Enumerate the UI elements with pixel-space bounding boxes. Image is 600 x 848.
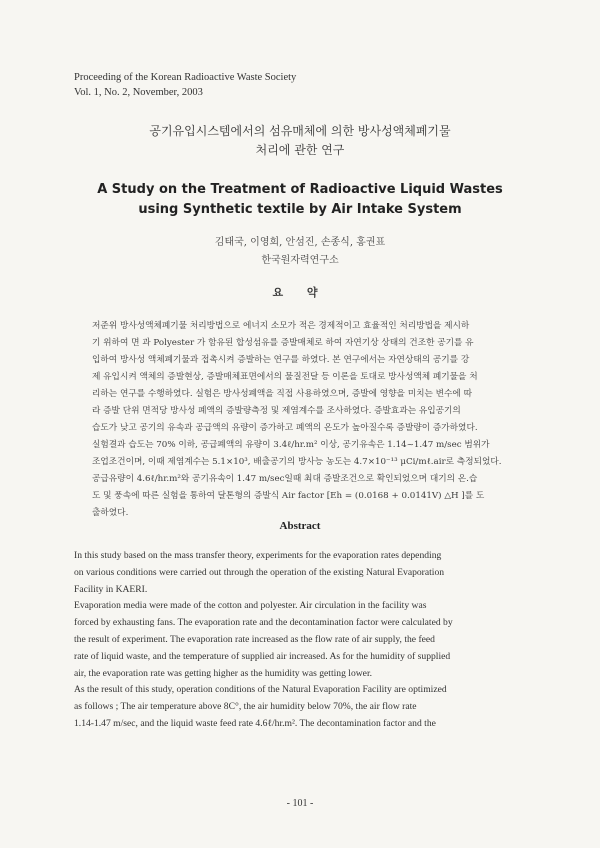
- author-block: [0, 234, 600, 270]
- korean-title-line1: 공기유입시스템에서의 섬유매체에 의한 방사성액체폐기물: [149, 124, 451, 138]
- journal-volume: Vol. 1, No. 2, November, 2003: [74, 87, 203, 98]
- korean-abstract-text: 저준위 방사성액체폐기물 처리방법으로 에너지 소모가 적은 경제적이고 효율적인 처리방법을 제시하 기 위하여 면 과 Polyester 가 함유된 합성섬유를 증발매체로 하여 자연기상 상태의 건조한 공기를 유 입하여 방사성 액체폐기물과 접촉시켜 증발하는 연구를 하였다. 본 연구에서는 자연상태의 공기를 강 제 유입시켜 액체의 증발현상, 증발매체표면에서의 물질전달 등 이론을 토대로 방사성액체 폐기물을 처 리하는 연구를 수행하였다. 실험은 방사성폐액을 직접 사용하였으며, 증발에 영향을 미치는 변수에 따 라 증발 단위 면적당 방사성 폐액의 증발량측정 및 제염계수를 조사하였다. 증발효과는 유입공기의 습도가 낮고 공기의 유속과 공급액의 유량이 증가하고 폐액의 온도가 높아질수록 증발량이 증가하였다. 실험결과 습도는 70% 이하, 공급폐액의 유량이 3.4ℓ/hr.m² 이상, 공기유속은 1.14~1.47 m/sec 범위가 조업조건이며, 이때 제염계수는 5.1×10³, 배출공기의 방사능 농도는 4.7×10⁻¹³ μCi/mℓ.air로 측정되었다. 공급유량이 4.6ℓ/hr.m²와 공기유속이 1.47 m/sec일때 최대 증발조건으로 확인되었으며 대기의 온.습 도 및 풍속에 따른 실험을 통하여 달톤형의 증발식 Air factor [Eh = (0.0168 + 0.0141V) △H ]를 도 출하였다.: [92, 321, 502, 518]
- abstract-paragraph: As the result of this study, operation conditions of the Natural Evaporation Facility are optimized as follows ; The air temperature above 8C°, the air humidity below 70%, the air flow rate 1.14-1.47 m/sec, and the liquid waste feed rate 4.6ℓ/hr.m². The decontamination factor and the: [74, 684, 447, 729]
- page-number: - 101 -: [286, 798, 314, 809]
- english-title-line1: A Study on the Treatment of Radioactive Liquid Wastes: [97, 182, 503, 197]
- english-title-line2: using Synthetic textile by Air Intake System: [138, 202, 462, 217]
- korean-title-line2: 처리에 관한 연구: [255, 143, 345, 157]
- korean-title: [0, 122, 600, 160]
- abstract-paragraph: Evaporation media were made of the cotton and polyester. Air circulation in the facility was forced by exhausting fans. The evaporation rate and the decontamination factor were calculated by the result of experiment. The evaporation rate increased as the flow rate of air supply, the feed rate of liquid waste, and the temperature of supplied air increased. As for the humidity of supplied air, the evaporation rate was getting higher as the humidity was getting lower.: [74, 600, 453, 679]
- abstract-heading: Abstract: [279, 520, 321, 532]
- author-names: 김태국, 이영희, 안섬진, 손종식, 홍권표: [214, 237, 386, 248]
- abstract-paragraph: In this study based on the mass transfer theory, experiments for the evaporation rates depending on various conditions were carried out through the operation of the existing Natural Evaporation Facility in KAERI.: [74, 550, 445, 595]
- journal-header: [74, 70, 296, 100]
- korean-abstract-heading: 요 약: [272, 286, 328, 299]
- english-abstract: [74, 548, 530, 733]
- author-affiliation: 한국원자력연구소: [261, 255, 339, 266]
- english-title: [0, 180, 600, 220]
- journal-name: Proceeding of the Korean Radioactive Waste Society: [74, 72, 297, 83]
